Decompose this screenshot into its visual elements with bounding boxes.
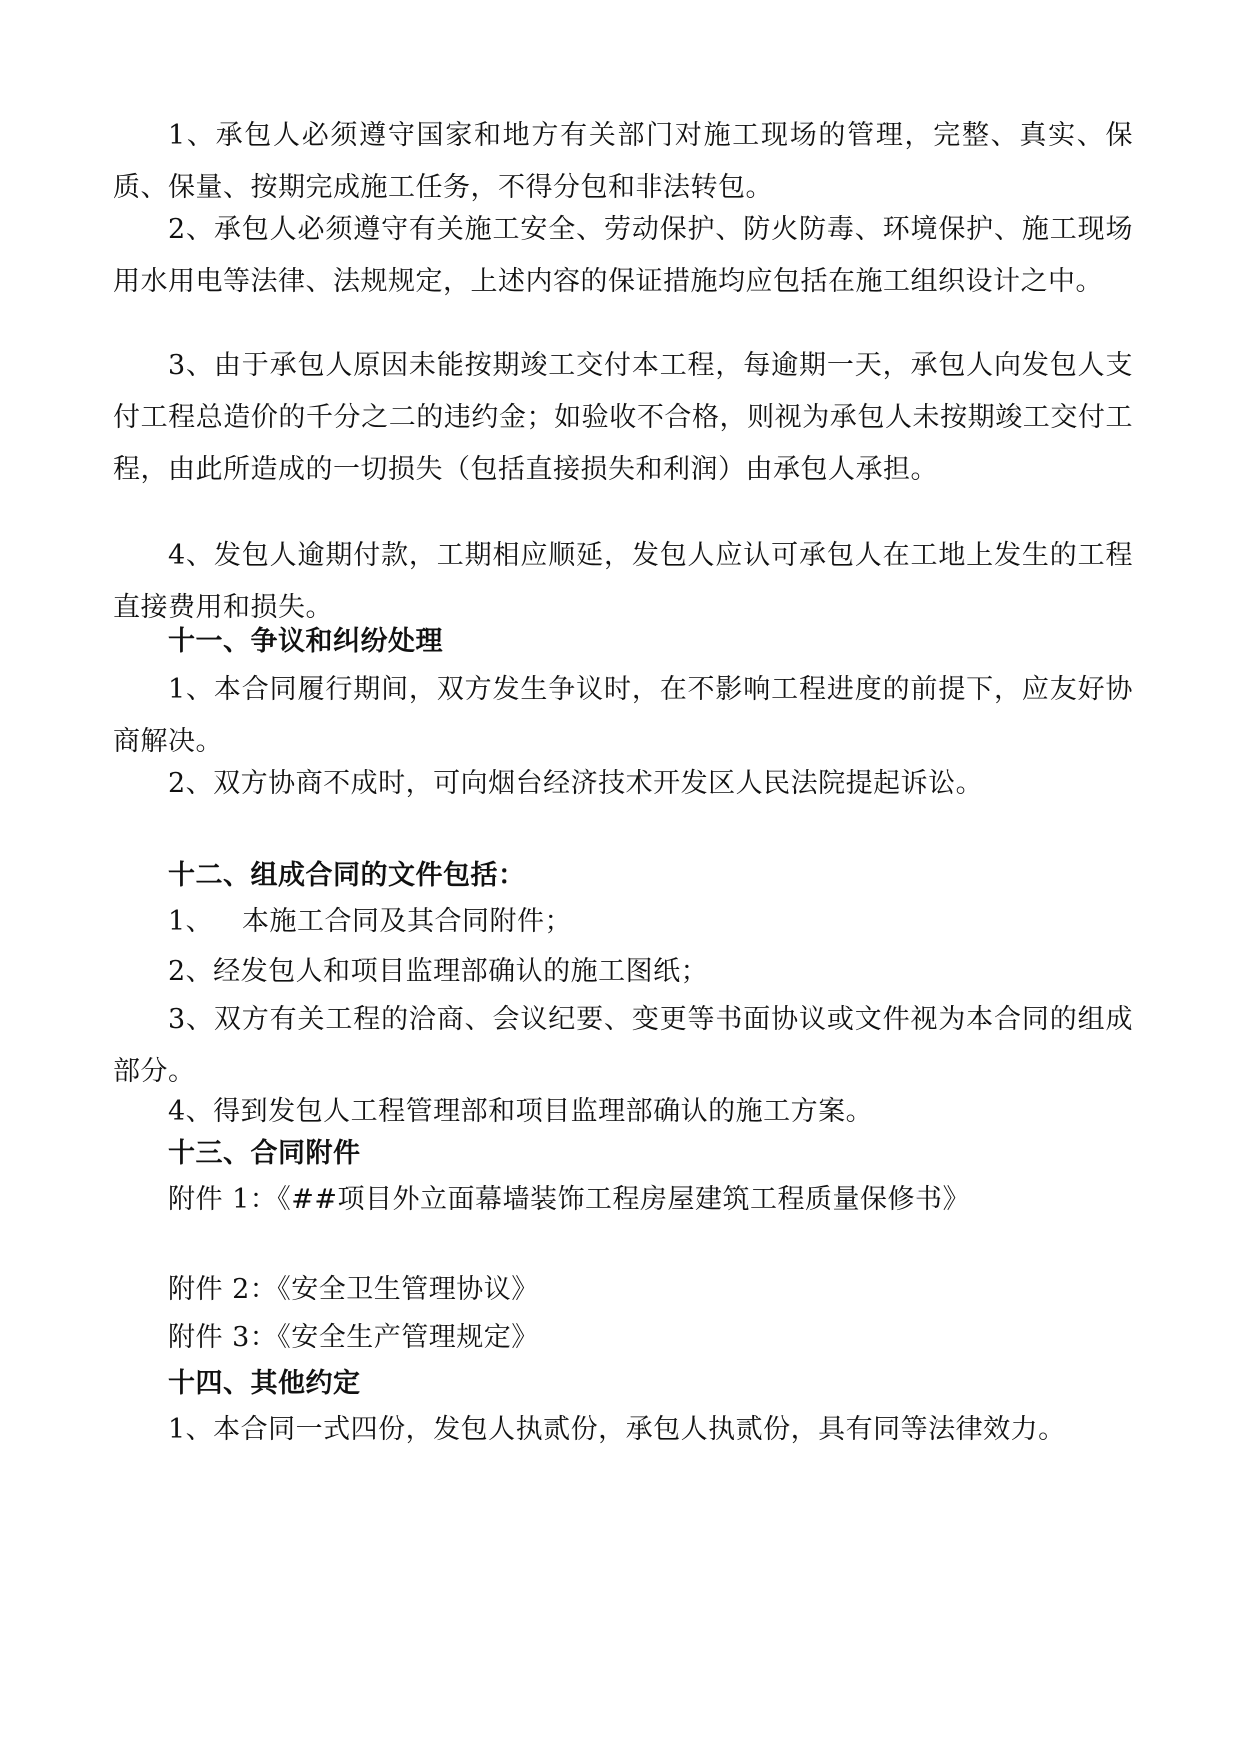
attachment-item: 附件 3：《安全生产管理规定》 — [168, 1322, 539, 1353]
clause-paragraph: 2、承包人必须遵守有关施工安全、劳动保护、防火防毒、环境保护、施工现场用水用电等法律、法规规定，上述内容的保证措施均应包括在施工组织设计之中。 — [113, 214, 1133, 297]
attachment-item: 附件 1：《##项目外立面幕墙装饰工程房屋建筑工程质量保修书》 — [168, 1184, 971, 1215]
clause-paragraph: 1、本合同一式四份，发包人执贰份，承包人执贰份，具有同等法律效力。 — [168, 1414, 1066, 1445]
clause-paragraph: 4、得到发包人工程管理部和项目监理部确认的施工方案。 — [168, 1096, 874, 1127]
clause-paragraph: 1、本合同履行期间，双方发生争议时，在不影响工程进度的前提下，应友好协商解决。 — [113, 674, 1133, 757]
clause-paragraph: 2、双方协商不成时，可向烟台经济技术开发区人民法院提起诉讼。 — [168, 768, 984, 799]
clause-paragraph: 3、由于承包人原因未能按期竣工交付本工程，每逾期一天，承包人向发包人支付工程总造价的千分之二的违约金；如验收不合格，则视为承包人未按期竣工交付工程，由此所造成的一切损失（包括直接损失和利润）由承包人承担。 — [113, 350, 1133, 485]
list-item-number: 1、 — [168, 906, 214, 937]
section-heading: 十一、争议和纠纷处理 — [168, 626, 443, 657]
clause-paragraph: 1、承包人必须遵守国家和地方有关部门对施工现场的管理，完整、真实、保质、保量、按期完成施工任务，不得分包和非法转包。 — [113, 120, 1133, 203]
section-heading: 十二、组成合同的文件包括： — [168, 860, 526, 891]
clause-paragraph: 3、双方有关工程的洽商、会议纪要、变更等书面协议或文件视为本合同的组成部分。 — [113, 1004, 1133, 1087]
section-heading: 十四、其他约定 — [168, 1368, 361, 1399]
clause-paragraph: 4、发包人逾期付款，工期相应顺延，发包人应认可承包人在工地上发生的工程直接费用和损失。 — [113, 540, 1133, 623]
clause-paragraph: 2、经发包人和项目监理部确认的施工图纸； — [168, 956, 709, 987]
list-item: 本施工合同及其合同附件； — [242, 906, 572, 937]
section-heading: 十三、合同附件 — [168, 1138, 361, 1169]
attachment-item: 附件 2：《安全卫生管理协议》 — [168, 1274, 539, 1305]
